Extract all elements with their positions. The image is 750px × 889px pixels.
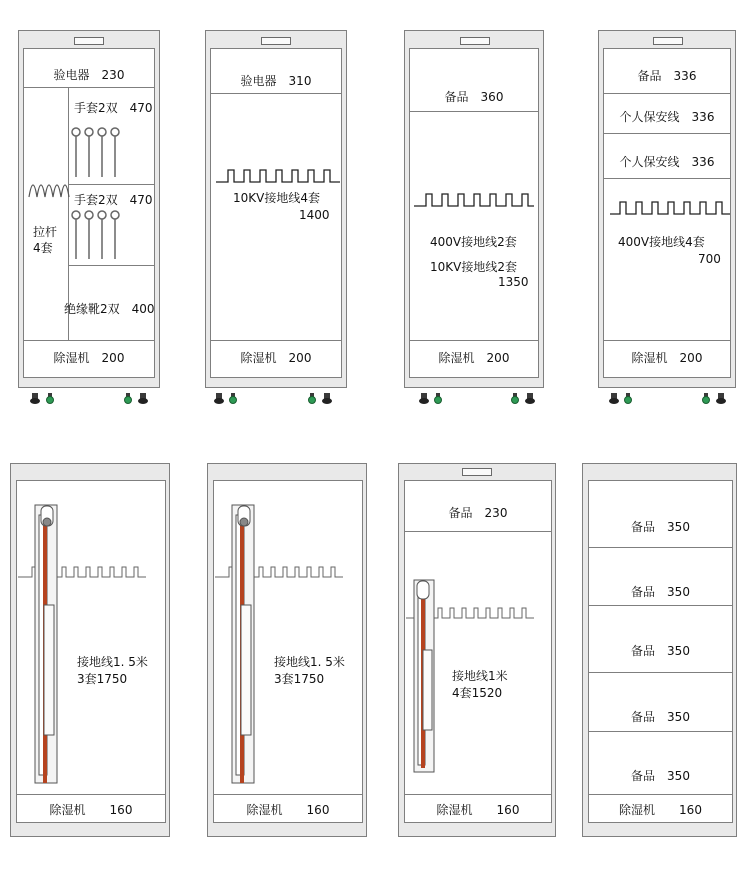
hook-rail-icon: [414, 194, 534, 206]
grounding-wire-label: 400V接地线4套: [618, 235, 705, 249]
dehumidifier-label: 除湿机 200: [631, 351, 703, 365]
dehumidifier-label: 除湿机 200: [240, 351, 312, 365]
grounding-wire-price: 1400: [299, 208, 330, 222]
hook-rail-icon: [610, 202, 730, 214]
grounding-stick-icon: [35, 505, 57, 783]
dehumidifier-label: 除湿机 200: [53, 351, 125, 365]
gloves-label: 手套2双 470: [74, 193, 153, 207]
gloves-rack-icon: [29, 185, 69, 197]
hook-pins-icon: [72, 128, 119, 177]
spare-parts-label: 备品 350: [631, 520, 690, 534]
spare-parts-label: 备品 350: [631, 585, 690, 599]
spare-parts-label: 备品 350: [631, 644, 690, 658]
grounding-stick-icon: [232, 505, 254, 783]
grounding-wire-label: 10KV接地线4套: [233, 191, 320, 205]
grounding-wire-price: 3套1750: [274, 672, 325, 686]
grounding-stick-icon: [414, 580, 434, 772]
grounding-wire-price: 700: [698, 252, 721, 266]
grounding-wire-price: 1350: [498, 275, 529, 289]
grounding-wire-price: 4套1520: [452, 686, 503, 700]
spare-parts-label: 备品 360: [444, 90, 504, 104]
spare-parts-label: 备品 350: [631, 710, 690, 724]
dehumidifier-label: 除湿机 160: [436, 803, 520, 817]
grounding-wire-label: 接地线1米: [452, 669, 508, 683]
boots-label: 绝缘靴2双 400: [64, 302, 155, 316]
gloves-label: 手套2双 470: [74, 101, 153, 115]
hook-pins-icon: [72, 211, 119, 259]
grounding-wire-label: 10KV接地线2套: [430, 260, 517, 274]
voltage-detector-label: 验电器 310: [240, 74, 312, 88]
grounding-wire-label: 接地线1. 5米: [274, 655, 345, 669]
hook-rail-icon: [216, 170, 340, 182]
dehumidifier-label: 除湿机 200: [438, 351, 510, 365]
grounding-wire-label: 接地线1. 5米: [77, 655, 148, 669]
spare-parts-label: 备品 336: [637, 69, 697, 83]
grounding-wire-price: 3套1750: [77, 672, 128, 686]
rod-label: 拉杆: [33, 225, 58, 239]
grounding-wire-label: 400V接地线2套: [430, 235, 517, 249]
dehumidifier-label: 除湿机 160: [619, 803, 702, 817]
dehumidifier-label: 除湿机 160: [49, 803, 133, 817]
voltage-detector-label: 验电器 230: [53, 68, 125, 82]
rod-count-label: 4套: [33, 241, 53, 255]
personal-safety-wire-label: 个人保安线 336: [619, 155, 715, 169]
spare-parts-label: 备品 230: [448, 506, 508, 520]
dehumidifier-label: 除湿机 160: [246, 803, 330, 817]
personal-safety-wire-label: 个人保安线 336: [619, 110, 715, 124]
spare-parts-label: 备品 350: [631, 769, 690, 783]
